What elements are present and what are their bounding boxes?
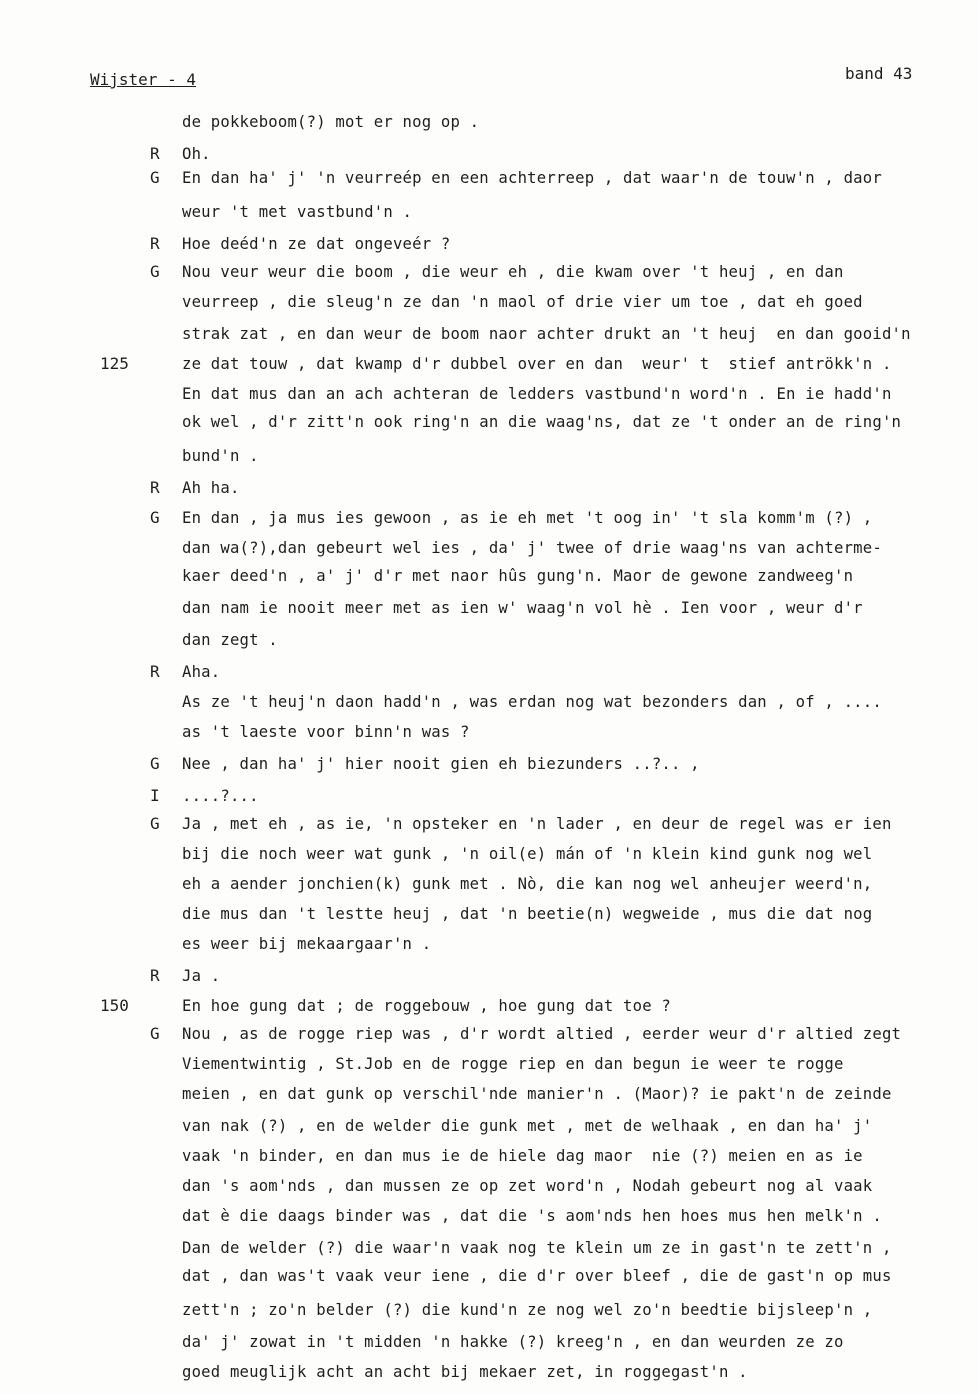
line-text: die mus dan 't lestte heuj , dat 'n beetie(n) wegweide , mus die dat nog xyxy=(182,905,873,923)
speaker-label: R xyxy=(150,478,160,497)
line-text: veurreep , die sleug'n ze dan 'n maol of drie vier um toe , dat eh goed xyxy=(182,293,863,311)
line-text: En dan , ja mus ies gewoon , as ie eh met 't oog in' 't sla komm'm (?) , xyxy=(182,509,873,527)
header-title-text: Wijster - 4 xyxy=(90,70,196,89)
line-text: weur 't met vastbund'n . xyxy=(182,203,413,221)
line-text: Viementwintig , St.Job en de rogge riep en dan begun ie weer te rogge xyxy=(182,1055,844,1073)
line-text: Ah ha. xyxy=(182,479,240,497)
line-text: goed meuglijk acht an acht bij mekaer zet, in roggegast'n . xyxy=(182,1363,748,1381)
speaker-label: R xyxy=(150,144,160,163)
line-text: Oh. xyxy=(182,145,211,163)
line-number: 150 xyxy=(100,996,129,1015)
line-text: dan nam ie nooit meer met as ien w' waag'n vol hè . Ien voor , weur d'r xyxy=(182,599,863,617)
line-text: bund'n . xyxy=(182,447,259,465)
line-text: da' j' zowat in 't midden 'n hakke (?) kreeg'n , en dan weurden ze zo xyxy=(182,1333,844,1351)
line-text: dan zegt . xyxy=(182,631,278,649)
line-text: strak zat , en dan weur de boom naor achter drukt an 't heuj en dan gooid'n xyxy=(182,325,911,343)
line-text: Ja , met eh , as ie, 'n opsteker en 'n lader , en deur de regel was er ien xyxy=(182,815,892,833)
line-text: de pokkeboom(?) mot er nog op . xyxy=(182,113,480,131)
line-text: En dan ha' j' 'n veurreép en een achterreep , dat waar'n de touw'n , daor xyxy=(182,169,882,187)
line-text: Nee , dan ha' j' hier nooit gien eh biezunders ..?.. , xyxy=(182,755,700,773)
line-text: eh a aender jonchien(k) gunk met . Nò, die kan nog wel anheujer weerd'n, xyxy=(182,875,873,893)
speaker-label: G xyxy=(150,508,160,527)
header-title xyxy=(90,70,196,89)
line-text: As ze 't heuj'n daon hadd'n , was erdan nog wat bezonders dan , of , .... xyxy=(182,693,882,711)
line-text: dat , dan was't vaak veur iene , die d'r over bleef , die de gast'n op mus xyxy=(182,1267,892,1285)
line-text: dat è die daags binder was , dat die 's aom'nds hen hoes mus hen melk'n . xyxy=(182,1207,882,1225)
speaker-label: I xyxy=(150,786,160,805)
line-text: van nak (?) , en de welder die gunk met , met de welhaak , en dan ha' j' xyxy=(182,1117,873,1135)
line-text: zett'n ; zo'n belder (?) die kund'n ze nog wel zo'n beedtie bijsleep'n , xyxy=(182,1301,873,1319)
speaker-label: R xyxy=(150,662,160,681)
line-text: Nou , as de rogge riep was , d'r wordt altied , eerder weur d'r altied zegt xyxy=(182,1025,902,1043)
line-text: En dat mus dan an ach achteran de ledders vastbund'n word'n . En ie hadd'n xyxy=(182,385,892,403)
line-text: bij die noch weer wat gunk , 'n oil(e) mán of 'n klein kind gunk nog wel xyxy=(182,845,873,863)
speaker-label: G xyxy=(150,814,160,833)
speaker-label: G xyxy=(150,262,160,281)
line-text: as 't laeste voor binn'n was ? xyxy=(182,723,470,741)
line-text: kaer deed'n , a' j' d'r met naor hûs gung'n. Maor de gewone zandweeg'n xyxy=(182,567,854,585)
line-text: Hoe deéd'n ze dat ongeveér ? xyxy=(182,235,451,253)
line-text: Nou veur weur die boom , die weur eh , die kwam over 't heuj , en dan xyxy=(182,263,844,281)
speaker-label: G xyxy=(150,168,160,187)
line-text: Ja . xyxy=(182,967,221,985)
speaker-label: G xyxy=(150,1024,160,1043)
line-text: es weer bij mekaargaar'n . xyxy=(182,935,432,953)
line-text: Aha. xyxy=(182,663,221,681)
line-text: Dan de welder (?) die waar'n vaak nog te klein um ze in gast'n te zett'n , xyxy=(182,1239,892,1257)
line-text: meien , en dat gunk op verschil'nde manier'n . (Maor)? ie pakt'n de zeinde xyxy=(182,1085,892,1103)
line-text: vaak 'n binder, en dan mus ie de hiele dag maor nie (?) meien en as ie xyxy=(182,1147,863,1165)
speaker-label: R xyxy=(150,966,160,985)
line-text: ok wel , d'r zitt'n ook ring'n an die waag'ns, dat ze 't onder an de ring'n xyxy=(182,413,902,431)
line-text: ....?... xyxy=(182,787,259,805)
line-text: dan 's aom'nds , dan mussen ze op zet word'n , Nodah gebeurt nog al vaak xyxy=(182,1177,873,1195)
line-text: En hoe gung dat ; de roggebouw , hoe gung dat toe ? xyxy=(182,997,671,1015)
speaker-label: G xyxy=(150,754,160,773)
line-text: dan wa(?),dan gebeurt wel ies , da' j' twee of drie waag'ns van achterme- xyxy=(182,539,882,557)
line-text: ze dat touw , dat kwamp d'r dubbel over en dan weur' t stief antrökk'n . xyxy=(182,355,892,373)
speaker-label: R xyxy=(150,234,160,253)
line-number: 125 xyxy=(100,354,129,373)
header-band: band 43 xyxy=(845,64,913,83)
